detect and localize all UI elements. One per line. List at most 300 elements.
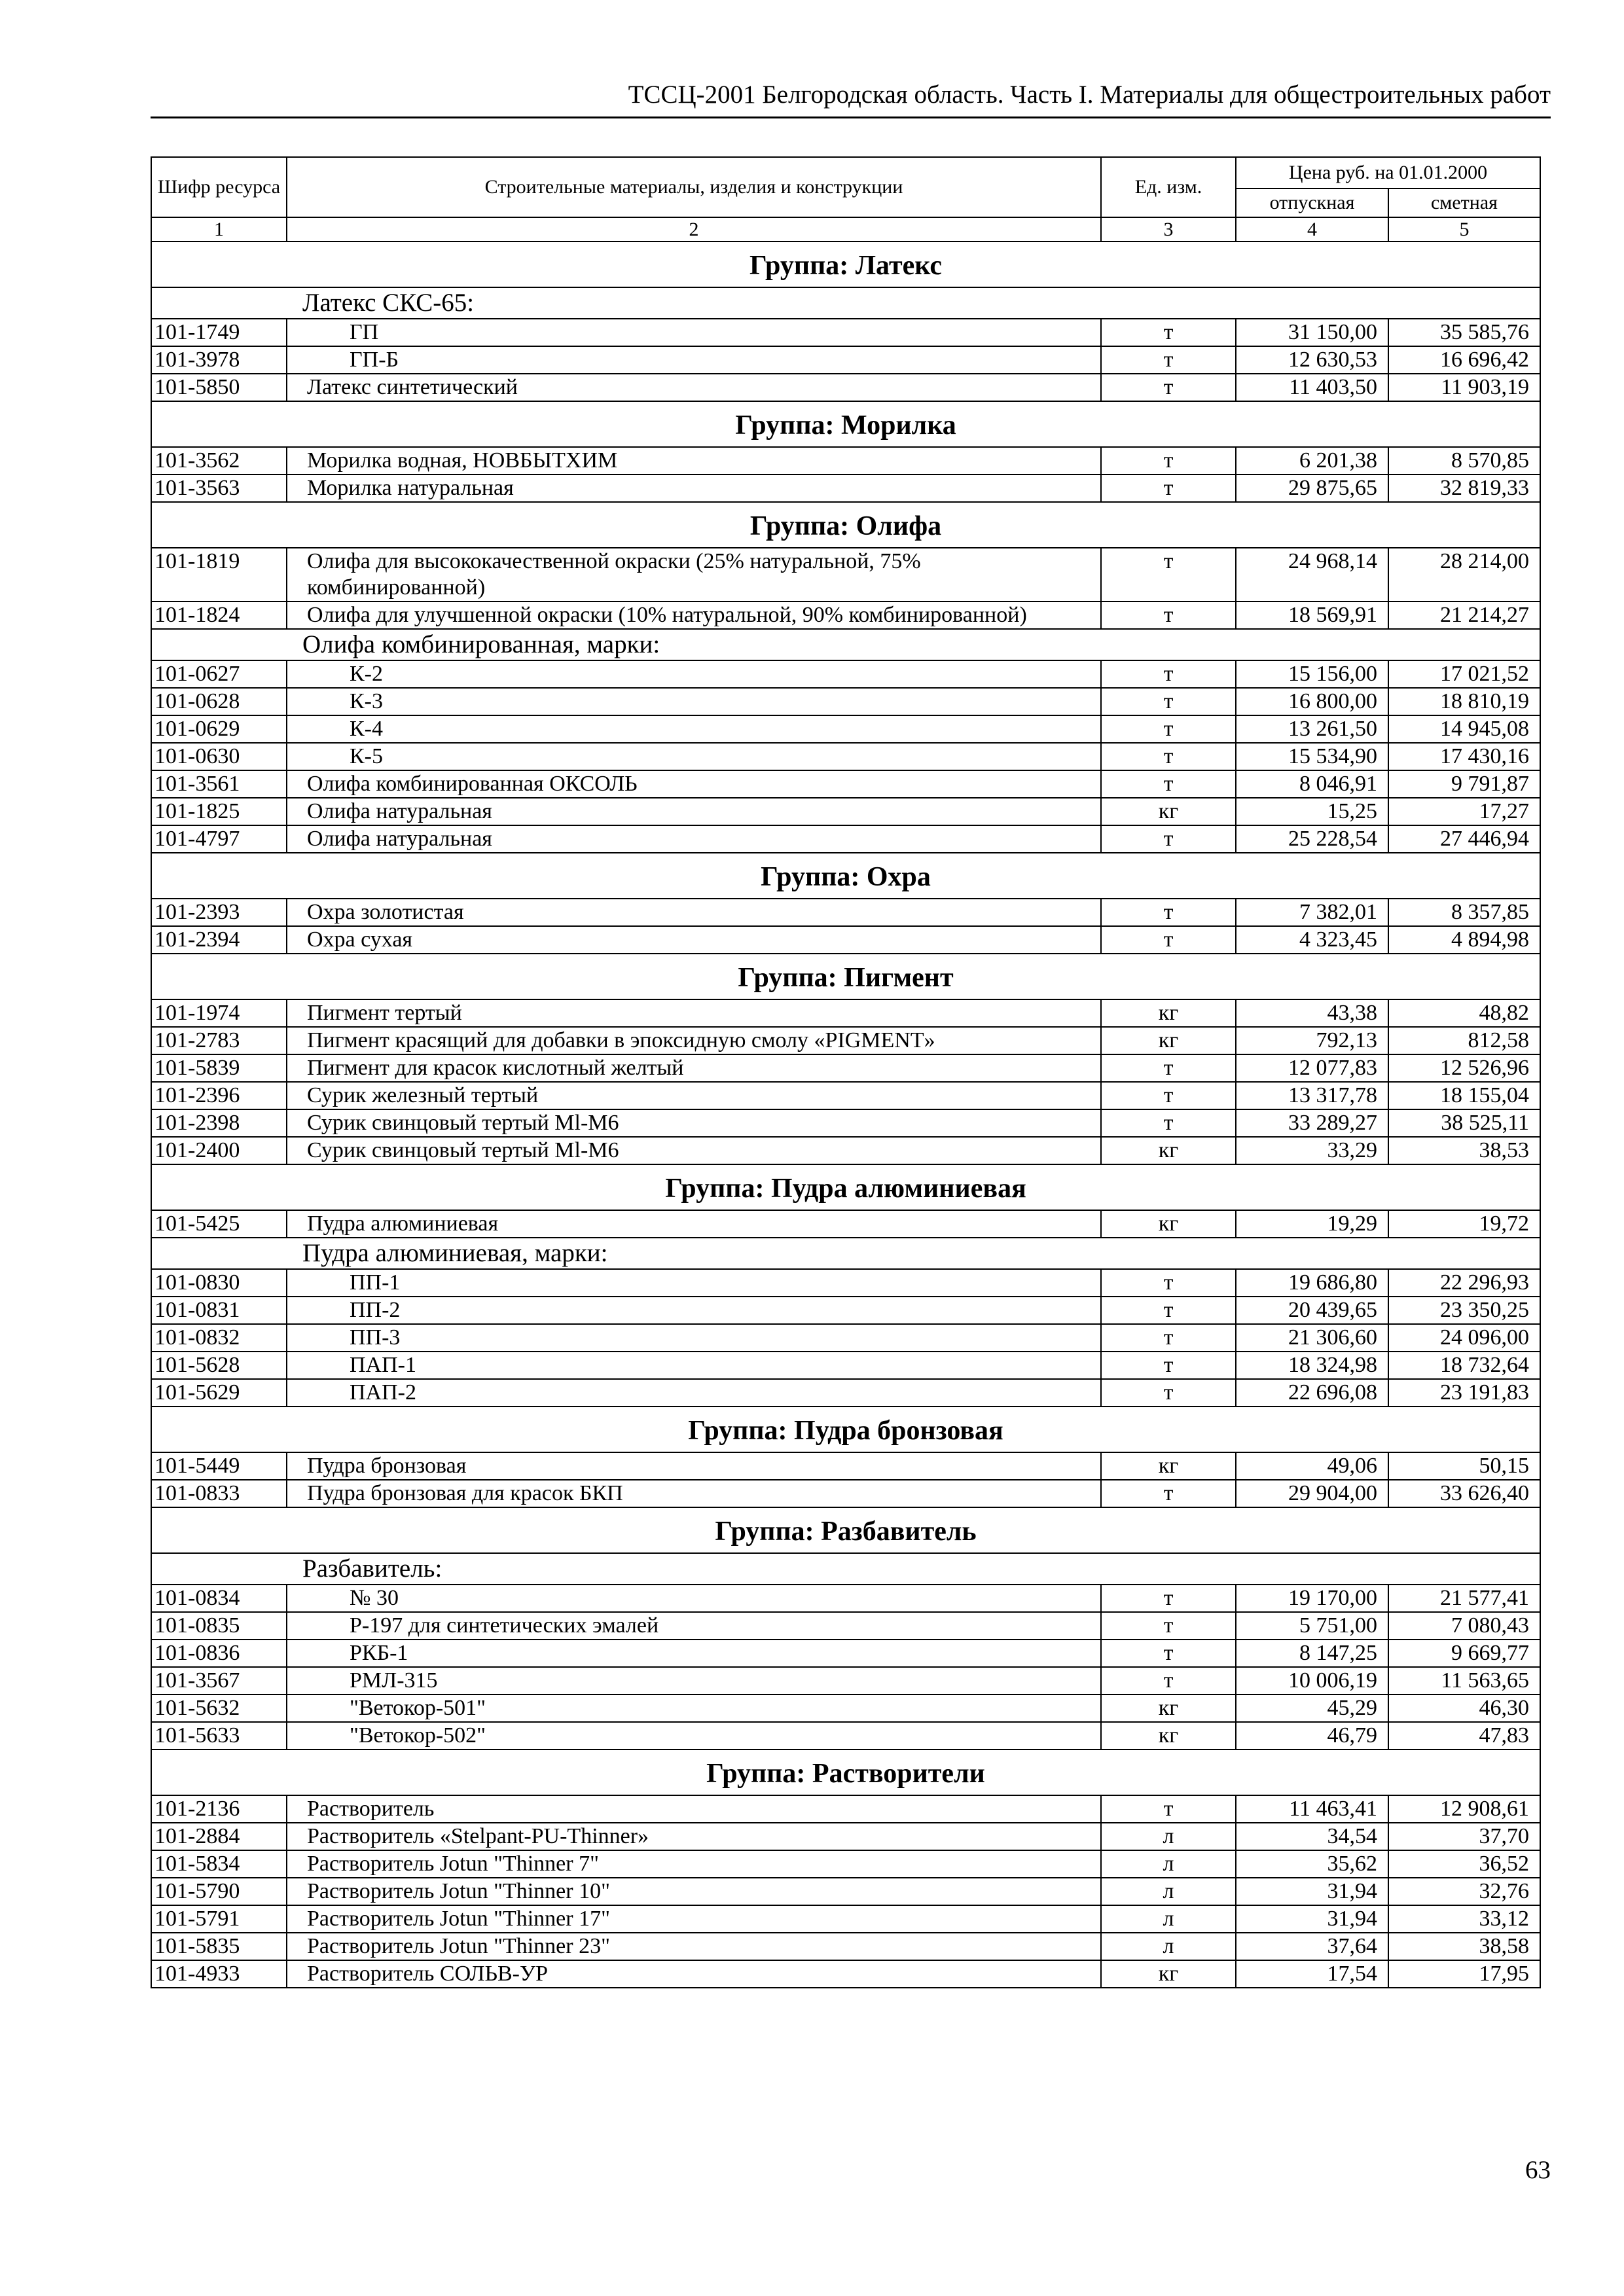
estimate-price-cell: 37,70 [1388,1823,1540,1850]
subgroup-header-row [151,629,1540,660]
table-row [151,1297,1540,1324]
resource-code-cell: 101-3563 [151,475,287,502]
material-name-cell: РМЛ-315 [287,1667,1101,1695]
release-price-cell: 8 147,25 [1236,1640,1388,1667]
table-row [151,688,1540,715]
material-name-cell: ГП-Б [287,346,1101,374]
release-price-cell: 18 324,98 [1236,1352,1388,1379]
release-price-cell: 16 800,00 [1236,688,1388,715]
column-header-code: Шифр ресурса [151,157,287,217]
resource-code-cell: 101-1974 [151,999,287,1027]
resource-code-cell: 101-5425 [151,1210,287,1238]
table-row [151,319,1540,346]
release-price-cell: 11 403,50 [1236,374,1388,401]
material-name-cell: Латекс синтетический [287,374,1101,401]
resource-code-cell: 101-5834 [151,1850,287,1878]
material-name-cell: Пудра бронзовая для красок БКП [287,1480,1101,1507]
resource-code-cell: 101-3567 [151,1667,287,1695]
release-price-cell: 19 686,80 [1236,1269,1388,1297]
estimate-price-cell: 12 526,96 [1388,1054,1540,1082]
material-name-cell: "Ветокор-502" [287,1722,1101,1749]
estimate-price-cell: 21 214,27 [1388,601,1540,629]
material-name-cell: Сурик свинцовый тертый Ml-М6 [287,1109,1101,1137]
resource-code-cell: 101-5633 [151,1722,287,1749]
release-price-cell: 19,29 [1236,1210,1388,1238]
column-header-estimate: сметная [1388,188,1540,217]
estimate-price-cell: 38,58 [1388,1933,1540,1960]
release-price-cell: 31,94 [1236,1878,1388,1905]
material-name-cell: ГП [287,319,1101,346]
estimate-price-cell: 38,53 [1388,1137,1540,1164]
estimate-price-cell: 17,27 [1388,798,1540,825]
material-name-cell: Растворитель Jotun "Thinner 23" [287,1933,1101,1960]
resource-code-cell: 101-0629 [151,715,287,743]
estimate-price-cell: 11 903,19 [1388,374,1540,401]
estimate-price-cell: 47,83 [1388,1722,1540,1749]
unit-cell: т [1101,1585,1236,1612]
resource-code-cell: 101-5791 [151,1905,287,1933]
material-name-cell: Олифа для улучшенной окраски (10% натуральной, 90% комбинированной) [287,601,1101,629]
unit-cell: кг [1101,1695,1236,1722]
release-price-cell: 13 261,50 [1236,715,1388,743]
unit-cell: т [1101,1054,1236,1082]
subgroup-title: Пудра алюминиевая, марки: [151,1238,1540,1269]
subgroup-header-row [151,1553,1540,1585]
resource-code-cell: 101-2783 [151,1027,287,1054]
estimate-price-cell: 38 525,11 [1388,1109,1540,1137]
estimate-price-cell: 46,30 [1388,1695,1540,1722]
group-header-row [151,1407,1540,1452]
resource-code-cell: 101-5629 [151,1379,287,1407]
unit-cell: л [1101,1933,1236,1960]
table-row [151,601,1540,629]
table-row [151,1109,1540,1137]
material-name-cell: ПП-2 [287,1297,1101,1324]
release-price-cell: 31 150,00 [1236,319,1388,346]
material-name-cell: Растворитель Jotun "Thinner 10" [287,1878,1101,1905]
table-row [151,447,1540,475]
table-row [151,1210,1540,1238]
release-price-cell: 19 170,00 [1236,1585,1388,1612]
release-price-cell: 25 228,54 [1236,825,1388,853]
release-price-cell: 6 201,38 [1236,447,1388,475]
release-price-cell: 792,13 [1236,1027,1388,1054]
material-name-cell: Пигмент красящий для добавки в эпоксидную смолу «PIGMENT» [287,1027,1101,1054]
table-row [151,475,1540,502]
estimate-price-cell: 32,76 [1388,1878,1540,1905]
estimate-price-cell: 9 791,87 [1388,770,1540,798]
unit-cell: т [1101,1480,1236,1507]
unit-cell: кг [1101,1137,1236,1164]
release-price-cell: 21 306,60 [1236,1324,1388,1352]
table-row [151,798,1540,825]
resource-code-cell: 101-0627 [151,660,287,688]
resource-code-cell: 101-2394 [151,926,287,954]
estimate-price-cell: 50,15 [1388,1452,1540,1480]
material-name-cell: Морилка натуральная [287,475,1101,502]
material-name-cell: Охра золотистая [287,899,1101,926]
unit-cell: т [1101,1297,1236,1324]
estimate-price-cell: 12 908,61 [1388,1795,1540,1823]
group-title: Группа: Пудра алюминиевая [151,1164,1540,1210]
material-name-cell: К-5 [287,743,1101,770]
subgroup-title: Латекс СКС-65: [151,287,1540,319]
material-name-cell: К-3 [287,688,1101,715]
release-price-cell: 31,94 [1236,1905,1388,1933]
column-header-price: Цена руб. на 01.01.2000 [1236,157,1540,188]
estimate-price-cell: 17 430,16 [1388,743,1540,770]
table-row [151,1667,1540,1695]
estimate-price-cell: 35 585,76 [1388,319,1540,346]
resource-code-cell: 101-2884 [151,1823,287,1850]
estimate-price-cell: 17 021,52 [1388,660,1540,688]
unit-cell: т [1101,1640,1236,1667]
estimate-price-cell: 18 810,19 [1388,688,1540,715]
release-price-cell: 15 156,00 [1236,660,1388,688]
material-name-cell: К-2 [287,660,1101,688]
group-header-row [151,853,1540,899]
group-header-row [151,242,1540,287]
material-name-cell: ПП-1 [287,1269,1101,1297]
resource-code-cell: 101-1825 [151,798,287,825]
material-name-cell: ПП-3 [287,1324,1101,1352]
unit-cell: т [1101,346,1236,374]
unit-cell: т [1101,770,1236,798]
estimate-price-cell: 17,95 [1388,1960,1540,1988]
resource-code-cell: 101-5790 [151,1878,287,1905]
table-row [151,1352,1540,1379]
resource-code-cell: 101-5632 [151,1695,287,1722]
resource-code-cell: 101-4797 [151,825,287,853]
unit-cell: т [1101,743,1236,770]
unit-cell: кг [1101,1210,1236,1238]
table-header [151,157,1540,242]
material-name-cell: К-4 [287,715,1101,743]
table-row [151,743,1540,770]
group-header-row [151,1749,1540,1795]
group-title: Группа: Морилка [151,401,1540,447]
group-title: Группа: Пудра бронзовая [151,1407,1540,1452]
release-price-cell: 11 463,41 [1236,1795,1388,1823]
unit-cell: т [1101,825,1236,853]
material-name-cell: Олифа натуральная [287,798,1101,825]
unit-cell: т [1101,899,1236,926]
estimate-price-cell: 32 819,33 [1388,475,1540,502]
unit-cell: т [1101,715,1236,743]
unit-cell: т [1101,1082,1236,1109]
unit-cell: т [1101,660,1236,688]
resource-code-cell: 101-3562 [151,447,287,475]
unit-cell: т [1101,601,1236,629]
resource-code-cell: 101-3978 [151,346,287,374]
resource-code-cell: 101-0831 [151,1297,287,1324]
material-name-cell: Сурик железный тертый [287,1082,1101,1109]
resource-code-cell: 101-2400 [151,1137,287,1164]
estimate-price-cell: 4 894,98 [1388,926,1540,954]
release-price-cell: 45,29 [1236,1695,1388,1722]
release-price-cell: 24 968,14 [1236,548,1388,601]
estimate-price-cell: 48,82 [1388,999,1540,1027]
table-row [151,1795,1540,1823]
header-rule [151,117,1551,118]
estimate-price-cell: 36,52 [1388,1850,1540,1878]
resource-code-cell: 101-0835 [151,1612,287,1640]
group-header-row [151,954,1540,999]
resource-code-cell: 101-5835 [151,1933,287,1960]
unit-cell: т [1101,1269,1236,1297]
release-price-cell: 17,54 [1236,1960,1388,1988]
release-price-cell: 29 904,00 [1236,1480,1388,1507]
unit-cell: т [1101,447,1236,475]
release-price-cell: 13 317,78 [1236,1082,1388,1109]
table-row [151,1027,1540,1054]
group-title: Группа: Латекс [151,242,1540,287]
unit-cell: т [1101,1379,1236,1407]
resource-code-cell: 101-2136 [151,1795,287,1823]
release-price-cell: 7 382,01 [1236,899,1388,926]
release-price-cell: 8 046,91 [1236,770,1388,798]
table-row [151,1324,1540,1352]
resource-code-cell: 101-1824 [151,601,287,629]
resource-code-cell: 101-0630 [151,743,287,770]
unit-cell: л [1101,1878,1236,1905]
material-name-cell: "Ветокор-501" [287,1695,1101,1722]
table-row [151,1612,1540,1640]
release-price-cell: 4 323,45 [1236,926,1388,954]
column-numbers-row [151,217,1540,242]
estimate-price-cell: 16 696,42 [1388,346,1540,374]
release-price-cell: 49,06 [1236,1452,1388,1480]
material-name-cell: № 30 [287,1585,1101,1612]
column-number: 4 [1236,217,1388,242]
table-row [151,660,1540,688]
column-number: 3 [1101,217,1236,242]
estimate-price-cell: 28 214,00 [1388,548,1540,601]
unit-cell: т [1101,1352,1236,1379]
estimate-price-cell: 33,12 [1388,1905,1540,1933]
table-row [151,1850,1540,1878]
subgroup-header-row [151,1238,1540,1269]
table-row [151,1585,1540,1612]
group-header-row [151,401,1540,447]
table-row [151,374,1540,401]
material-name-cell: Пигмент для красок кислотный желтый [287,1054,1101,1082]
estimate-price-cell: 19,72 [1388,1210,1540,1238]
table-row [151,825,1540,853]
column-number: 1 [151,217,287,242]
resource-code-cell: 101-5449 [151,1452,287,1480]
release-price-cell: 43,38 [1236,999,1388,1027]
material-name-cell: ПАП-1 [287,1352,1101,1379]
estimate-price-cell: 23 191,83 [1388,1379,1540,1407]
table-row [151,1960,1540,1988]
material-name-cell: Растворитель «Stelpant-PU-Thinner» [287,1823,1101,1850]
table-row [151,1269,1540,1297]
material-name-cell: Морилка водная, НОВБЫТХИМ [287,447,1101,475]
unit-cell: л [1101,1823,1236,1850]
resource-code-cell: 101-2398 [151,1109,287,1137]
unit-cell: кг [1101,1452,1236,1480]
unit-cell: т [1101,548,1236,601]
estimate-price-cell: 14 945,08 [1388,715,1540,743]
estimate-price-cell: 11 563,65 [1388,1667,1540,1695]
release-price-cell: 35,62 [1236,1850,1388,1878]
material-name-cell: Олифа комбинированная ОКСОЛЬ [287,770,1101,798]
release-price-cell: 15,25 [1236,798,1388,825]
column-number: 2 [287,217,1101,242]
group-title: Группа: Пигмент [151,954,1540,999]
release-price-cell: 12 077,83 [1236,1054,1388,1082]
subgroup-header-row [151,287,1540,319]
estimate-price-cell: 8 570,85 [1388,447,1540,475]
table-row [151,548,1540,601]
release-price-cell: 29 875,65 [1236,475,1388,502]
page-header-title: ТССЦ-2001 Белгородская область. Часть I. Материалы для общестроительных работ [628,81,1551,109]
table-row [151,926,1540,954]
group-title: Группа: Растворители [151,1749,1540,1795]
group-header-row [151,1164,1540,1210]
table-row [151,1722,1540,1749]
column-header-release: отпускная [1236,188,1388,217]
column-header-name: Строительные материалы, изделия и конструкции [287,157,1101,217]
group-title: Группа: Охра [151,853,1540,899]
material-name-cell: Р-197 для синтетических эмалей [287,1612,1101,1640]
estimate-price-cell: 22 296,93 [1388,1269,1540,1297]
price-table [151,156,1541,1988]
resource-code-cell: 101-5628 [151,1352,287,1379]
resource-code-cell: 101-4933 [151,1960,287,1988]
column-header-unit: Ед. изм. [1101,157,1236,217]
table-row [151,346,1540,374]
unit-cell: т [1101,926,1236,954]
page-number: 63 [1525,2156,1551,2184]
subgroup-title: Разбавитель: [151,1553,1540,1585]
resource-code-cell: 101-0834 [151,1585,287,1612]
material-name-cell: Олифа для высококачественной окраски (25% натуральной, 75% комбинированной) [287,548,1101,601]
estimate-price-cell: 812,58 [1388,1027,1540,1054]
material-name-cell: Сурик свинцовый тертый Ml-М6 [287,1137,1101,1164]
resource-code-cell: 101-3561 [151,770,287,798]
group-title: Группа: Разбавитель [151,1507,1540,1553]
material-name-cell: Пудра алюминиевая [287,1210,1101,1238]
table-row [151,1452,1540,1480]
group-header-row [151,1507,1540,1553]
material-name-cell: Растворитель Jotun "Thinner 17" [287,1905,1101,1933]
table-row [151,1082,1540,1109]
unit-cell: т [1101,475,1236,502]
unit-cell: кг [1101,1722,1236,1749]
release-price-cell: 12 630,53 [1236,346,1388,374]
release-price-cell: 15 534,90 [1236,743,1388,770]
table-row [151,899,1540,926]
estimate-price-cell: 21 577,41 [1388,1585,1540,1612]
table-row [151,1640,1540,1667]
material-name-cell: РКБ-1 [287,1640,1101,1667]
resource-code-cell: 101-0830 [151,1269,287,1297]
estimate-price-cell: 33 626,40 [1388,1480,1540,1507]
group-title: Группа: Олифа [151,502,1540,548]
resource-code-cell: 101-2393 [151,899,287,926]
unit-cell: т [1101,1612,1236,1640]
estimate-price-cell: 24 096,00 [1388,1324,1540,1352]
table-row [151,1823,1540,1850]
estimate-price-cell: 18 732,64 [1388,1352,1540,1379]
subgroup-title: Олифа комбинированная, марки: [151,629,1540,660]
column-number: 5 [1388,217,1540,242]
resource-code-cell: 101-5839 [151,1054,287,1082]
unit-cell: л [1101,1850,1236,1878]
resource-code-cell: 101-0833 [151,1480,287,1507]
resource-code-cell: 101-2396 [151,1082,287,1109]
estimate-price-cell: 9 669,77 [1388,1640,1540,1667]
estimate-price-cell: 18 155,04 [1388,1082,1540,1109]
table-row [151,1695,1540,1722]
unit-cell: т [1101,1667,1236,1695]
table-body [151,242,1540,1988]
material-name-cell: Пудра бронзовая [287,1452,1101,1480]
release-price-cell: 20 439,65 [1236,1297,1388,1324]
release-price-cell: 33,29 [1236,1137,1388,1164]
unit-cell: кг [1101,798,1236,825]
unit-cell: т [1101,374,1236,401]
table-row [151,1905,1540,1933]
unit-cell: т [1101,1795,1236,1823]
resource-code-cell: 101-1819 [151,548,287,601]
material-name-cell: Растворитель СОЛЬВ-УР [287,1960,1101,1988]
material-name-cell: Растворитель [287,1795,1101,1823]
material-name-cell: Олифа натуральная [287,825,1101,853]
table-row [151,715,1540,743]
release-price-cell: 37,64 [1236,1933,1388,1960]
resource-code-cell: 101-5850 [151,374,287,401]
table-row [151,999,1540,1027]
unit-cell: кг [1101,999,1236,1027]
resource-code-cell: 101-0628 [151,688,287,715]
material-name-cell: Растворитель Jotun "Thinner 7" [287,1850,1101,1878]
table-row [151,1933,1540,1960]
unit-cell: т [1101,1324,1236,1352]
unit-cell: кг [1101,1027,1236,1054]
unit-cell: т [1101,688,1236,715]
table-row [151,1054,1540,1082]
resource-code-cell: 101-0832 [151,1324,287,1352]
unit-cell: т [1101,319,1236,346]
material-name-cell: Охра сухая [287,926,1101,954]
material-name-cell: ПАП-2 [287,1379,1101,1407]
table-row [151,1878,1540,1905]
estimate-price-cell: 23 350,25 [1388,1297,1540,1324]
table-row [151,1137,1540,1164]
release-price-cell: 22 696,08 [1236,1379,1388,1407]
release-price-cell: 10 006,19 [1236,1667,1388,1695]
table-row [151,1480,1540,1507]
release-price-cell: 33 289,27 [1236,1109,1388,1137]
table-row [151,1379,1540,1407]
estimate-price-cell: 7 080,43 [1388,1612,1540,1640]
unit-cell: л [1101,1905,1236,1933]
resource-code-cell: 101-1749 [151,319,287,346]
group-header-row [151,502,1540,548]
resource-code-cell: 101-0836 [151,1640,287,1667]
release-price-cell: 18 569,91 [1236,601,1388,629]
unit-cell: т [1101,1109,1236,1137]
material-name-cell: Пигмент тертый [287,999,1101,1027]
unit-cell: кг [1101,1960,1236,1988]
release-price-cell: 34,54 [1236,1823,1388,1850]
release-price-cell: 5 751,00 [1236,1612,1388,1640]
estimate-price-cell: 8 357,85 [1388,899,1540,926]
table-row [151,770,1540,798]
